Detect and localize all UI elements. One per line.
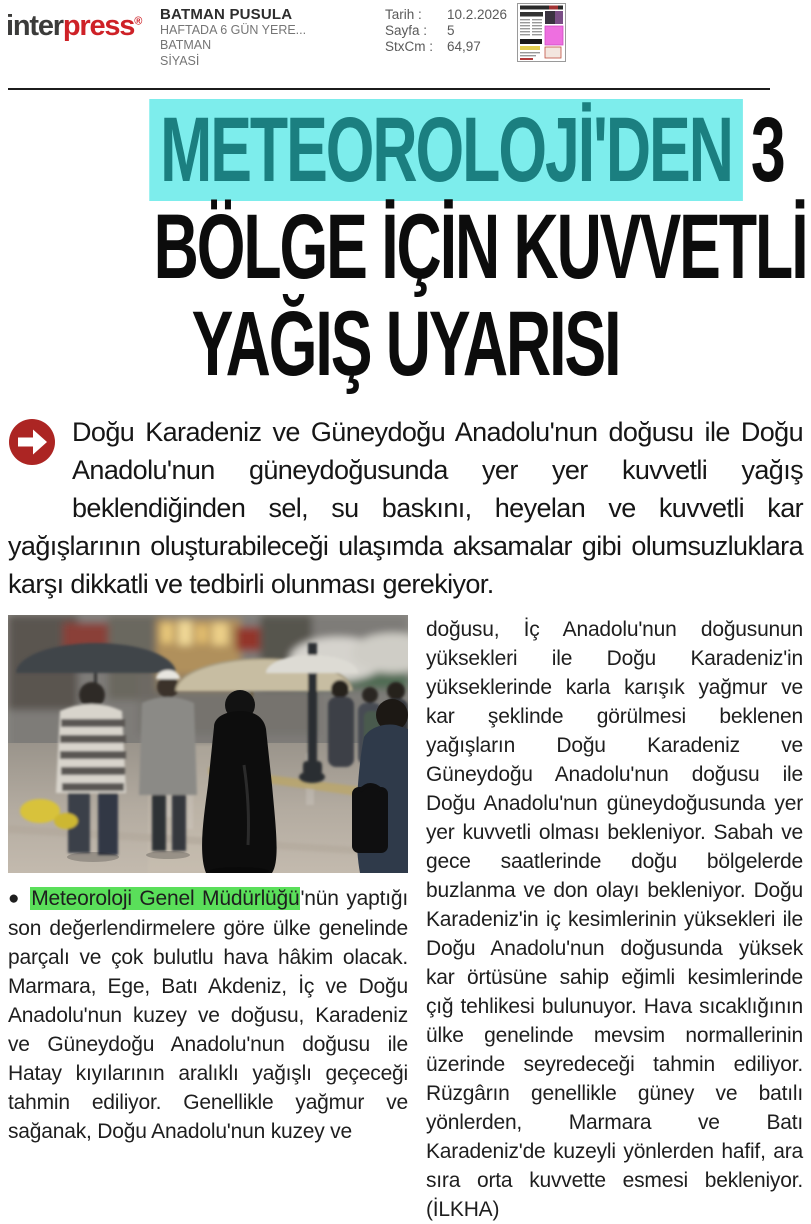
- date-value: 10.2.2026: [447, 7, 508, 22]
- highlighted-clip-region: [545, 26, 563, 45]
- page-value: 5: [447, 23, 455, 38]
- logo-part-press: press: [62, 10, 135, 42]
- lead-text: Doğu Karadeniz ve Güneydoğu Anadolu'nun doğusu ile Doğu Anadolu'nun güneydoğusunda yer yer kuvvetli yağış beklendiğinden sel, su baskını, heyelan ve kuvvetli kar yağışlarının oluşturabileceği ulaşımda aksamalar gibi olumsuzluklara karşı dikkatli ve tedbirli olunması gerekiyor.: [8, 417, 803, 599]
- clipping-header: [0, 0, 811, 90]
- publication-frequency: HAFTADA 6 GÜN YERE...: [160, 22, 307, 37]
- header-divider: [8, 88, 770, 90]
- left-column-paragraph: [8, 884, 408, 1146]
- article-body: [0, 615, 811, 1224]
- registered-mark: ®: [134, 15, 142, 28]
- clipping-meta: [385, 7, 507, 55]
- lead-paragraph-block: [8, 413, 803, 603]
- right-column-paragraph: doğusu, İç Anadolu'nun doğusunun yüksekleri ile Doğu Karadeniz'in yükseklerinde karla karışık yağmur ve kar şeklinde görülmesi beklenen yağışların Doğu Karadeniz ve Güneydoğu Anadolu'nun doğusu ile Doğu Anadolu'nun güneydoğusunda yer yer kuvvetli olması bekleniyor. Sabah ve gece saatlerinde doğu bölgelerde buzlanma ve don olayı bekleniyor. Doğu Karadeniz'in iç kesimlerinin yüksekleri ile Doğu Anadolu'nun doğusunda yüksek kar örtüsüne sahip eğimli kesimlerinde çığ tehlikesi bulunuyor. Hava sıcaklığının ülke genelinde mevsim normallerinin üzerinde seyredeceği tahmin ediliyor. Rüzgârın genellikle güney ve batılı yönlerden, Marmara ve Batı Karadeniz'de kuzeyli yönlerden hafif, ara sıra orta kuvvette esmesi bekleniyor. (İLKHA): [426, 618, 803, 1221]
- article-photo: [8, 615, 408, 873]
- headline-line-1: [0, 99, 811, 201]
- striped-person: [56, 704, 126, 793]
- headline-number: 3: [750, 99, 784, 201]
- arrow-right-icon: [8, 418, 56, 466]
- newspaper-page-thumbnail: [517, 3, 566, 62]
- date-label: Tarih :: [385, 7, 422, 22]
- page-label: Sayfa :: [385, 23, 428, 38]
- left-column-text: 'nün yaptığı son değerlendirmelere göre ülke genelinde parçalı ve çok bulutlu hava hâkim olacak. Marmara, Ege, Batı Akdeniz, İç ve Doğu Anadolu'nun kuzey ve doğusu, Karadeniz ve Güneydoğu Anadolu'nun doğusu ile Hatay kıyılarının aralıklı yağışlı geçeceği tahmin ediliyor. Genellikle yağmur ve sağanak, Doğu Anadolu'nun kuzey ve: [8, 887, 408, 1143]
- stxcm-value: 64,97: [447, 39, 481, 54]
- left-column: [8, 615, 408, 1224]
- headline-highlighted-text: METEOROLOJİ'DEN: [149, 99, 742, 201]
- lead-anchor: [8, 413, 72, 527]
- interpress-logo: [6, 10, 141, 43]
- stxcm-label: StxCm :: [385, 39, 434, 54]
- highlighted-phrase: Meteoroloji Genel Müdürlüğü: [31, 887, 300, 910]
- publication-info: [160, 7, 306, 69]
- logo-part-inter: inter: [6, 10, 63, 42]
- publication-name: BATMAN PUSULA: [160, 6, 293, 23]
- headline-line-2: BÖLGE İÇİN KUVVETLİ: [153, 196, 807, 298]
- right-column: [426, 615, 803, 1224]
- yellow-object: [20, 799, 60, 823]
- publication-city: BATMAN: [160, 38, 212, 52]
- headline-line-3: YAĞIŞ UYARISI: [191, 293, 620, 395]
- black-bag: [352, 787, 388, 853]
- gray-coat-person: [139, 697, 197, 795]
- article-headline: [0, 99, 811, 395]
- paragraph-bullet: ●: [8, 888, 22, 909]
- publication-category: SİYASİ: [160, 53, 200, 68]
